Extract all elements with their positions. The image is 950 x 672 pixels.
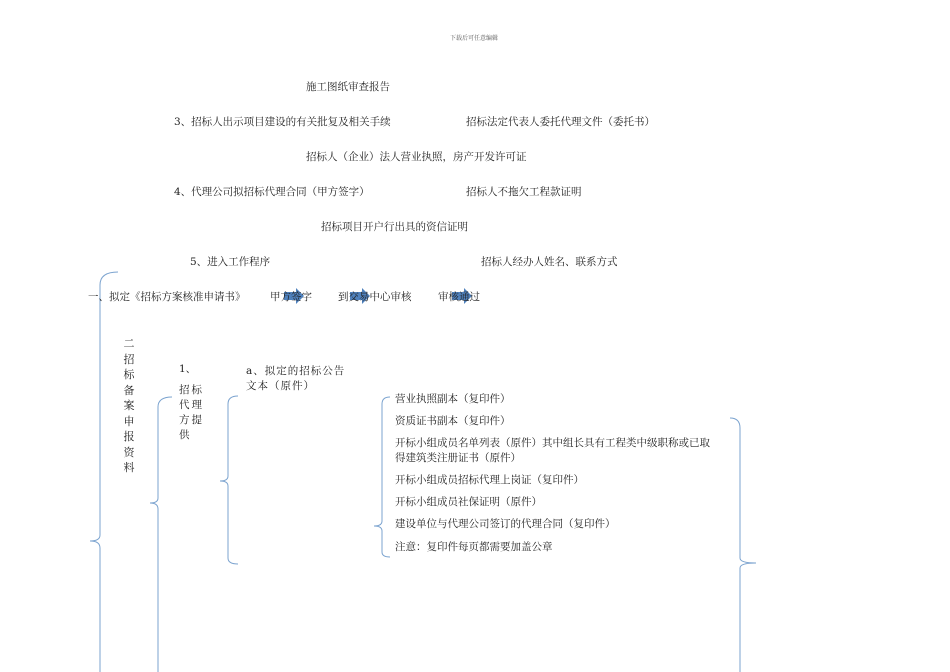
process-step-3: 到交易中心审核	[338, 291, 412, 303]
bank-line: 招标项目开户行出具的资信证明	[321, 221, 468, 233]
material-item: 开标小组成员社保证明（原件）	[395, 496, 542, 508]
material-item: 建设单位与代理公司签订的代理合同（复印件）	[395, 518, 616, 530]
sub-a-text: a、拟定的招标公告文本（原件）	[246, 365, 346, 392]
item-5-right: 招标人经办人姓名、联系方式	[481, 256, 618, 268]
header-note: 下载后可任意编辑	[450, 35, 499, 42]
item-3-right: 招标法定代表人委托代理文件（委托书）	[466, 116, 655, 128]
item-4-left: 4、代理公司拟招标代理合同（甲方签字）	[174, 186, 370, 198]
section-brace-large	[90, 272, 118, 672]
section-2-title: 二招标备案申报资料	[123, 337, 135, 474]
report-title: 施工图纸审查报告	[306, 81, 390, 93]
section-brace-notice	[220, 396, 238, 564]
item-4-right: 招标人不拖欠工程款证明	[466, 186, 582, 198]
material-item: 营业执照副本（复印件）	[395, 393, 511, 405]
process-step-1: 一、拟定《招标方案核准申请书》	[88, 291, 246, 303]
item-5-left: 5、进入工作程序	[190, 256, 271, 268]
sub-1-text: 招标代理方提供	[179, 384, 204, 441]
section-brace-right	[730, 418, 756, 672]
material-note: 注意：复印件每页都需要加盖公章	[395, 541, 553, 553]
section-brace-agent	[150, 397, 172, 672]
process-step-2: 甲方签字	[270, 291, 312, 303]
section-brace-materials	[374, 397, 390, 557]
material-item: 资质证书副本（复印件）	[395, 415, 511, 427]
license-line: 招标人（企业）法人营业执照，房产开发许可证	[306, 151, 527, 163]
material-item: 开标小组成员名单列表（原件）其中组长具有工程类中级职称或已取得建筑类注册证书（原件）	[395, 437, 710, 464]
process-step-4: 审核通过	[438, 291, 480, 303]
item-3-left: 3、招标人出示项目建设的有关批复及相关手续	[174, 116, 391, 128]
sub-1-number: 1、	[179, 363, 197, 375]
material-item: 开标小组成员招标代理上岗证（复印件）	[395, 474, 584, 486]
